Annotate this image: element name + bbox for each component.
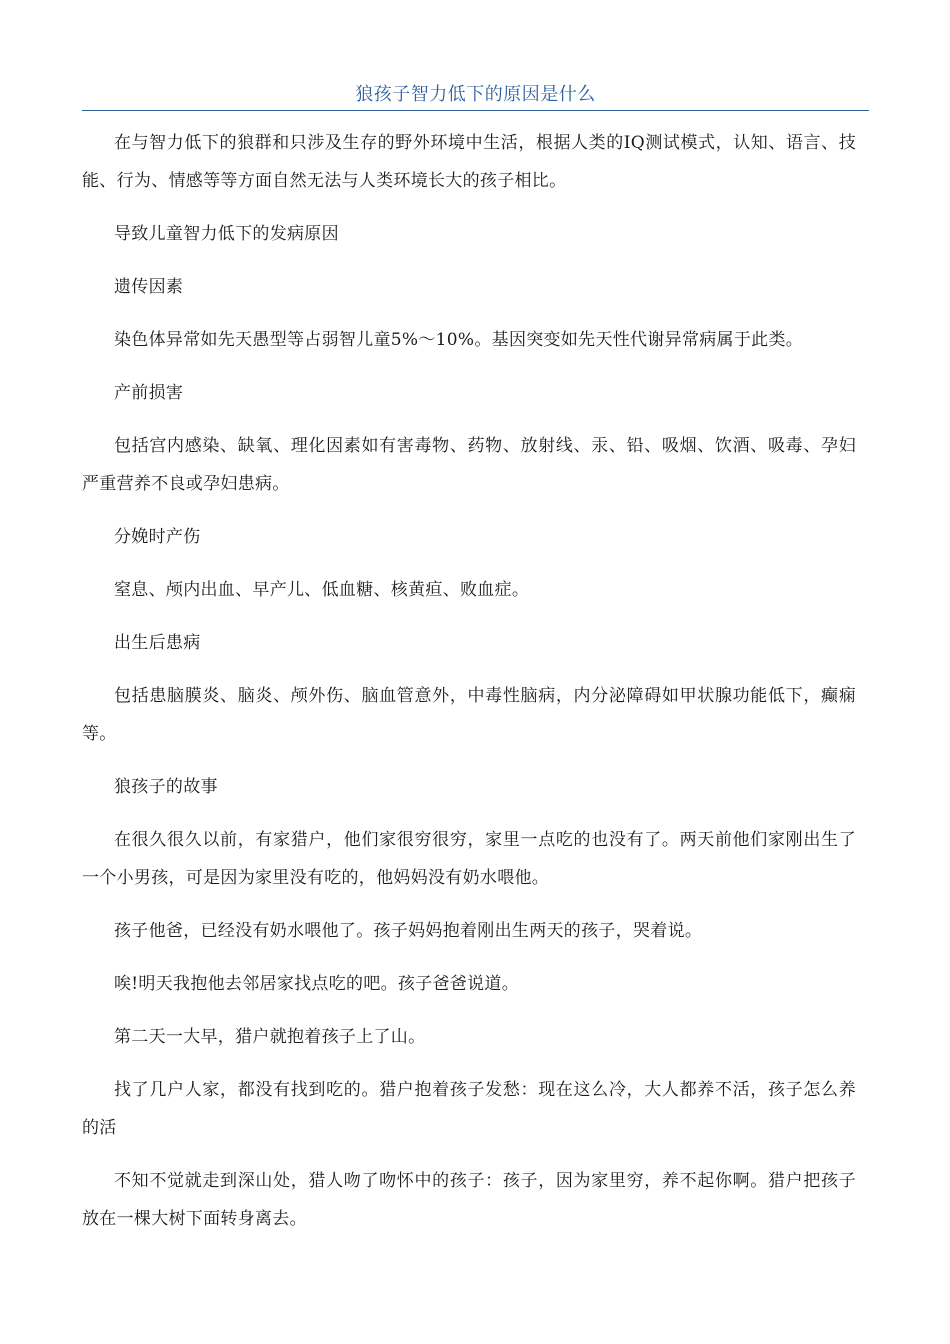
paragraph: 不知不觉就走到深山处，猎人吻了吻怀中的孩子：孩子，因为家里穷，养不起你啊。猎户把孩子放在一棵大树下面转身离去。 (82, 1171, 856, 1229)
section-heading: 狼孩子的故事 (114, 777, 218, 797)
paragraph: 染色体异常如先天愚型等占弱智儿童5%～10%。基因突变如先天性代谢异常病属于此类。 (114, 330, 804, 350)
section-heading: 产前损害 (114, 383, 184, 403)
paragraph: 窒息、颅内出血、早产儿、低血糖、核黄疸、败血症。 (114, 580, 530, 600)
section-heading: 分娩时产伤 (114, 527, 201, 547)
paragraph: 孩子他爸，已经没有奶水喂他了。孩子妈妈抱着刚出生两天的孩子，哭着说。 (114, 921, 703, 941)
paragraph: 找了几户人家，都没有找到吃的。猎户抱着孩子发愁：现在这么冷，大人都养不活，孩子怎么养的活 (82, 1080, 856, 1138)
section-heading: 出生后患病 (114, 633, 201, 653)
section-heading: 遗传因素 (114, 277, 184, 297)
paragraph: 包括宫内感染、缺氧、理化因素如有害毒物、药物、放射线、汞、铅、吸烟、饮酒、吸毒、孕妇严重营养不良或孕妇患病。 (82, 436, 856, 494)
document-body (82, 124, 856, 1253)
document-header (82, 82, 869, 111)
paragraph: 包括患脑膜炎、脑炎、颅外伤、脑血管意外，中毒性脑病，内分泌障碍如甲状腺功能低下，癫痫等。 (82, 686, 856, 744)
paragraph: 在与智力低下的狼群和只涉及生存的野外环境中生活，根据人类的IQ测试模式，认知、语言、技能、行为、情感等等方面自然无法与人类环境长大的孩子相比。 (82, 133, 856, 191)
section-heading: 导致儿童智力低下的发病原因 (114, 224, 339, 244)
document-title: 狼孩子智力低下的原因是什么 (355, 84, 596, 105)
paragraph: 在很久很久以前，有家猎户，他们家很穷很穷，家里一点吃的也没有了。两天前他们家刚出生了一个小男孩，可是因为家里没有吃的，他妈妈没有奶水喂他。 (82, 830, 856, 888)
paragraph: 唉!明天我抱他去邻居家找点吃的吧。孩子爸爸说道。 (114, 974, 520, 994)
paragraph: 第二天一大早，猎户就抱着孩子上了山。 (114, 1027, 426, 1047)
